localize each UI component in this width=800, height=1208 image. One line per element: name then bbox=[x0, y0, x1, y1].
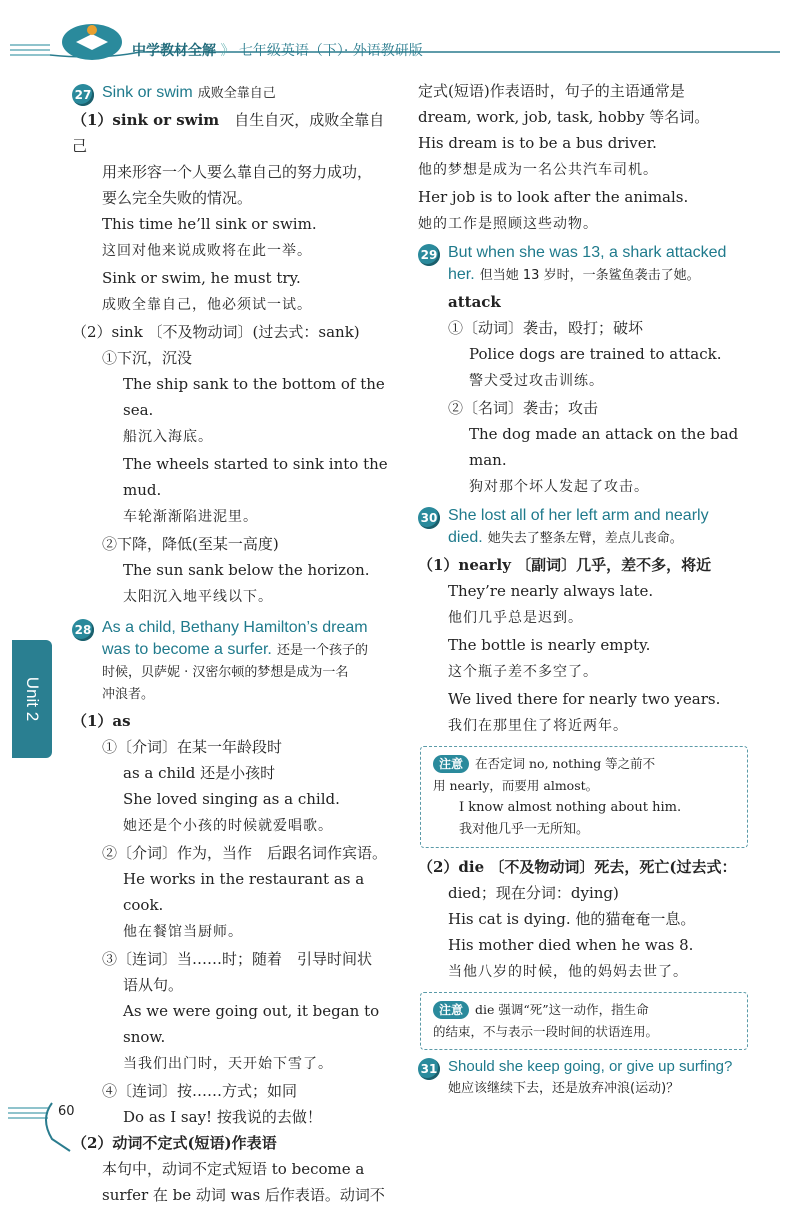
definition-line: （2）动词不定式(短语)作表语 bbox=[72, 1134, 277, 1152]
meaning: ①〔动词〕袭击，殴打；破坏 bbox=[448, 319, 644, 337]
example-en: The wheels started to sink into the mud. bbox=[123, 455, 388, 499]
section-28-heading bbox=[72, 617, 398, 706]
page-corner-decoration bbox=[0, 1099, 90, 1159]
example-cn: 她的工作是照顾这些动物。 bbox=[418, 216, 598, 232]
definition-line: 要么完全失败的情况。 bbox=[102, 189, 253, 207]
sentence-cn: 时候，贝萨妮 · 汉密尔顿的梦想是成为一名 bbox=[102, 665, 349, 680]
definition-line: （2）die 〔不及物动词〕死去，死亡(过去式： bbox=[418, 858, 737, 876]
example-en: The bottle is nearly empty. bbox=[448, 636, 651, 654]
example-en: He works in the restaurant as a cook. bbox=[123, 870, 365, 914]
example-en: They’re nearly always late. bbox=[448, 582, 654, 600]
book-title: 中学教材全解 bbox=[132, 43, 216, 59]
explanation-line: 本句中，动词不定式短语 to become a bbox=[102, 1160, 365, 1178]
vocab-word: attack bbox=[448, 293, 501, 311]
section-number-badge: 30 bbox=[418, 507, 440, 529]
example-en: As we were going out, it began to snow. bbox=[123, 1002, 380, 1046]
page-number: 60 bbox=[58, 1104, 75, 1119]
sentence-en: died. bbox=[448, 529, 483, 546]
section-30-heading bbox=[418, 505, 748, 550]
section-number-badge: 27 bbox=[72, 84, 94, 106]
example-en: Police dogs are trained to attack. bbox=[469, 345, 722, 363]
meaning: ②〔名词〕袭击；攻击 bbox=[448, 399, 599, 417]
example-en: Do as I say! 按我说的去做！ bbox=[123, 1108, 322, 1126]
sentence-en: Should she keep going, or give up surfing? bbox=[448, 1058, 733, 1075]
example-cn: 太阳沉入地平线以下。 bbox=[123, 589, 273, 605]
sentence-cn: 她应该继续下去，还是放弃冲浪(运动)？ bbox=[448, 1081, 680, 1096]
note-box bbox=[420, 746, 748, 848]
example-en: His mother died when he was 8. bbox=[448, 936, 694, 954]
sentence-en: She lost all of her left arm and nearly bbox=[448, 507, 709, 524]
section-31-heading bbox=[418, 1056, 748, 1100]
explanation-line: 定式(短语)作表语时，句子的主语通常是 bbox=[418, 82, 685, 100]
definition-line: （1）nearly 〔副词〕几乎，差不多，将近 bbox=[418, 556, 712, 574]
sentence-cn: 还是一个孩子的 bbox=[276, 643, 368, 658]
note-badge: 注意 bbox=[433, 1001, 469, 1019]
explanation-line: surfer 在 be 动词 was 后作表语。动词不 bbox=[102, 1186, 385, 1204]
definition-line: died；现在分词：dying) bbox=[448, 884, 619, 902]
section-27-heading bbox=[72, 82, 398, 105]
example-cn: 这个瓶子差不多空了。 bbox=[448, 664, 598, 680]
note-badge: 注意 bbox=[433, 755, 469, 773]
definition-line: （2）sink 〔不及物动词〕(过去式：sank) bbox=[72, 323, 360, 341]
section-number-badge: 28 bbox=[72, 619, 94, 641]
book-logo-icon bbox=[62, 24, 122, 60]
example-en: The ship sank to the bottom of the sea. bbox=[123, 375, 385, 419]
left-column bbox=[72, 78, 398, 1208]
sentence-en: As a child, Bethany Hamilton’s dream bbox=[102, 619, 368, 636]
example-cn: 车轮渐渐陷进泥里。 bbox=[123, 509, 258, 525]
sentence-en: was to become a surfer. bbox=[102, 641, 272, 658]
section-number-badge: 31 bbox=[418, 1058, 440, 1080]
sentence-cn: 成败全靠自己 bbox=[197, 86, 276, 101]
example-cn: 我对他几乎一无所知。 bbox=[459, 822, 590, 837]
example-en: We lived there for nearly two years. bbox=[448, 690, 721, 708]
sentence-en: Sink or swim bbox=[102, 84, 193, 101]
example-en: Her job is to look after the animals. bbox=[418, 188, 689, 206]
example-cn: 船沉入海底。 bbox=[123, 429, 213, 445]
unit-side-tab bbox=[12, 640, 52, 758]
example-en: His cat is dying. 他的猫奄奄一息。 bbox=[448, 910, 696, 928]
example-en: His dream is to be a bus driver. bbox=[418, 134, 657, 152]
example-en: The dog made an attack on the bad man. bbox=[469, 425, 739, 469]
example-cn: 狗对那个坏人发起了攻击。 bbox=[469, 479, 649, 495]
example-cn: 他在餐馆当厨师。 bbox=[123, 924, 243, 940]
example-cn: 成败全靠自己，他必须试一试。 bbox=[102, 297, 312, 313]
example-en: I know almost nothing about him. bbox=[459, 800, 682, 815]
example-en: as a child 还是小孩时 bbox=[123, 764, 276, 782]
meaning: 语从句。 bbox=[123, 976, 184, 994]
definition-line: 用来形容一个人要么靠自己的努力成功， bbox=[102, 163, 373, 181]
sentence-cn: 冲浪者。 bbox=[102, 687, 155, 702]
definition-line: （1）as bbox=[72, 712, 131, 730]
definition-line: （1）sink or swim 自生自灭，成败全靠自己 bbox=[72, 111, 385, 155]
unit-label: Unit 2 bbox=[23, 676, 42, 722]
section-number-badge: 29 bbox=[418, 244, 440, 266]
right-column bbox=[418, 78, 748, 1102]
sentence-en: her. bbox=[448, 266, 475, 283]
meaning: ①下沉，沉没 bbox=[102, 349, 193, 367]
example-en: This time he’ll sink or swim. bbox=[102, 215, 317, 233]
note-text: die 强调“死”这一动作，指生命 bbox=[475, 1002, 649, 1017]
example-en: She loved singing as a child. bbox=[123, 790, 340, 808]
page-header bbox=[0, 0, 800, 70]
example-cn: 当我们出门时，天开始下雪了。 bbox=[123, 1056, 333, 1072]
example-en: The sun sank below the horizon. bbox=[123, 561, 370, 579]
meaning: ④〔连词〕按……方式；如同 bbox=[102, 1082, 298, 1100]
header-title: 中学教材全解 》 七年级英语（下）· 外语教研版 bbox=[132, 43, 423, 59]
explanation-line: dream, work, job, task, hobby 等名词。 bbox=[418, 108, 710, 126]
sentence-en: But when she was 13, a shark attacked bbox=[448, 244, 727, 261]
example-cn: 他的梦想是成为一名公共汽车司机。 bbox=[418, 162, 658, 178]
note-text: 用 nearly，而要用 almost。 bbox=[433, 778, 599, 793]
example-cn: 当他八岁的时候，他的妈妈去世了。 bbox=[448, 964, 688, 980]
section-29-heading bbox=[418, 242, 748, 287]
meaning: ①〔介词〕在某一年龄段时 bbox=[102, 738, 283, 756]
book-subtitle: 七年级英语（下）· 外语教研版 bbox=[238, 43, 423, 59]
meaning: ③〔连词〕当……时；随着 引导时间状 bbox=[102, 950, 373, 968]
example-cn: 这回对他来说成败将在此一举。 bbox=[102, 243, 312, 259]
sentence-cn: 但当她 13 岁时，一条鲨鱼袭击了她。 bbox=[479, 268, 700, 283]
note-text: 在否定词 no, nothing 等之前不 bbox=[475, 756, 656, 771]
sentence-cn: 她失去了整条左臂，差点儿丧命。 bbox=[487, 531, 683, 546]
note-text: 的结束，不与表示一段时间的状语连用。 bbox=[433, 1024, 659, 1039]
note-box bbox=[420, 992, 748, 1050]
meaning: ②〔介词〕作为，当作 后跟名词作宾语。 bbox=[102, 844, 388, 862]
meaning: ②下降，降低(至某一高度) bbox=[102, 535, 279, 553]
example-cn: 我们在那里住了将近两年。 bbox=[448, 718, 628, 734]
example-en: Sink or swim, he must try. bbox=[102, 269, 301, 287]
example-cn: 他们几乎总是迟到。 bbox=[448, 610, 583, 626]
example-cn: 她还是个小孩的时候就爱唱歌。 bbox=[123, 818, 333, 834]
example-cn: 警犬受过攻击训练。 bbox=[469, 373, 604, 389]
